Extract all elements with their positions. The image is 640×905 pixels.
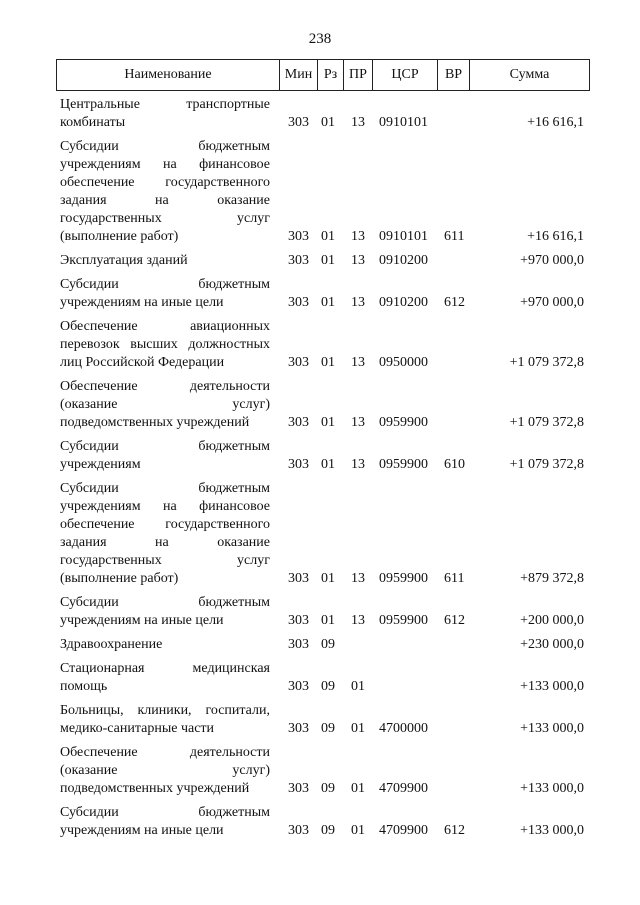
row-name-line: (оказание услуг) <box>60 763 270 778</box>
header-vr: ВР <box>438 60 470 91</box>
cell-pr: 13 <box>351 355 365 370</box>
cell-rz: 09 <box>321 637 335 652</box>
row-name-line: Субсидии бюджетным <box>60 139 270 154</box>
cell-csr: 4709900 <box>379 823 428 838</box>
cell-min: 303 <box>288 457 309 472</box>
cell-pr: 13 <box>351 457 365 472</box>
cell-pr: 13 <box>351 571 365 586</box>
header-pr: ПР <box>344 60 373 91</box>
cell-csr: 0959900 <box>379 613 428 628</box>
row-name-line: подведомственных учреждений <box>60 415 250 430</box>
cell-min: 303 <box>288 721 309 736</box>
row-name-line: учреждениям <box>60 457 141 472</box>
cell-rz: 09 <box>321 781 335 796</box>
table-row <box>0 318 640 372</box>
row-name-line: государственных услуг <box>60 553 270 568</box>
cell-rz: 09 <box>321 721 335 736</box>
cell-pr: 13 <box>351 415 365 430</box>
cell-min: 303 <box>288 229 309 244</box>
cell-min: 303 <box>288 295 309 310</box>
row-name <box>60 138 270 246</box>
table-row <box>0 702 640 738</box>
row-name-line: Обеспечение авиационных <box>60 319 270 334</box>
table-header <box>56 59 590 91</box>
cell-sum: +1 079 372,8 <box>509 355 584 370</box>
cell-min: 303 <box>288 571 309 586</box>
cell-csr: 0910200 <box>379 253 428 268</box>
cell-sum: +133 000,0 <box>520 721 584 736</box>
cell-sum: +133 000,0 <box>520 823 584 838</box>
cell-csr: 0959900 <box>379 571 428 586</box>
cell-rz: 01 <box>321 229 335 244</box>
cell-vr: 611 <box>444 229 465 244</box>
cell-csr: 0910101 <box>379 229 428 244</box>
row-name-line: учреждениям на финансовое <box>60 157 270 172</box>
cell-rz: 01 <box>321 253 335 268</box>
header-csr: ЦСР <box>373 60 438 91</box>
cell-min: 303 <box>288 637 309 652</box>
cell-min: 303 <box>288 253 309 268</box>
cell-min: 303 <box>288 115 309 130</box>
cell-min: 303 <box>288 355 309 370</box>
cell-rz: 01 <box>321 355 335 370</box>
table-row <box>0 138 640 246</box>
cell-pr: 13 <box>351 229 365 244</box>
cell-vr: 610 <box>444 457 465 472</box>
row-name-line: Центральные транспортные <box>60 97 270 112</box>
row-name-line: Субсидии бюджетным <box>60 805 270 820</box>
cell-pr: 01 <box>351 781 365 796</box>
cell-csr: 0959900 <box>379 415 428 430</box>
table-row <box>0 438 640 474</box>
table-row <box>0 252 640 270</box>
cell-vr: 612 <box>444 823 465 838</box>
cell-vr: 612 <box>444 295 465 310</box>
row-name-line: перевозок высших должностных <box>60 337 270 352</box>
header-rz: Рз <box>318 60 344 91</box>
table-row <box>0 594 640 630</box>
cell-sum: +1 079 372,8 <box>509 415 584 430</box>
cell-min: 303 <box>288 415 309 430</box>
page-number: 238 <box>308 31 332 47</box>
row-name-line: подведомственных учреждений <box>60 781 250 796</box>
row-name-line: (выполнение работ) <box>60 571 179 586</box>
cell-pr: 01 <box>351 823 365 838</box>
cell-sum: +16 616,1 <box>527 115 584 130</box>
table-row <box>0 660 640 696</box>
cell-min: 303 <box>288 679 309 694</box>
cell-rz: 01 <box>321 415 335 430</box>
row-name-line: учреждениям на иные цели <box>60 823 224 838</box>
cell-sum: +230 000,0 <box>520 637 584 652</box>
row-name-line: медико-санитарные части <box>60 721 215 736</box>
row-name-line: Обеспечение деятельности <box>60 745 270 760</box>
cell-csr: 0959900 <box>379 457 428 472</box>
cell-csr: 4700000 <box>379 721 428 736</box>
row-name-line: Обеспечение деятельности <box>60 379 270 394</box>
cell-sum: +200 000,0 <box>520 613 584 628</box>
row-name <box>60 594 270 630</box>
row-name-line: Субсидии бюджетным <box>60 481 270 496</box>
row-name-line: обеспечение государственного <box>60 175 270 190</box>
header-min: Мин <box>280 60 318 91</box>
cell-pr: 13 <box>351 115 365 130</box>
row-name-line: комбинаты <box>60 115 126 130</box>
table-row <box>0 378 640 432</box>
cell-min: 303 <box>288 613 309 628</box>
row-name-line: (выполнение работ) <box>60 229 179 244</box>
row-name-line: (оказание услуг) <box>60 397 270 412</box>
cell-pr: 01 <box>351 679 365 694</box>
header-name: Наименование <box>57 60 280 91</box>
table-row <box>0 636 640 654</box>
table-row <box>0 276 640 312</box>
cell-min: 303 <box>288 823 309 838</box>
row-name-line: помощь <box>60 679 108 694</box>
row-name <box>60 744 270 798</box>
row-name-line: Субсидии бюджетным <box>60 277 270 292</box>
row-name-line: Эксплуатация зданий <box>60 253 188 268</box>
row-name-line: лиц Российской Федерации <box>60 355 225 370</box>
row-name-line: государственных услуг <box>60 211 270 226</box>
cell-csr: 0950000 <box>379 355 428 370</box>
row-name-line: учреждениям на иные цели <box>60 613 224 628</box>
row-name-line: Субсидии бюджетным <box>60 439 270 454</box>
cell-sum: +1 079 372,8 <box>509 457 584 472</box>
cell-sum: +970 000,0 <box>520 253 584 268</box>
header-sum: Сумма <box>470 60 590 91</box>
row-name <box>60 660 270 696</box>
cell-sum: +16 616,1 <box>527 229 584 244</box>
cell-rz: 01 <box>321 115 335 130</box>
row-name <box>60 252 270 270</box>
table-row <box>0 744 640 798</box>
row-name <box>60 276 270 312</box>
cell-csr: 0910101 <box>379 115 428 130</box>
cell-rz: 01 <box>321 613 335 628</box>
cell-vr: 611 <box>444 571 465 586</box>
cell-rz: 01 <box>321 457 335 472</box>
cell-sum: +970 000,0 <box>520 295 584 310</box>
row-name <box>60 96 270 132</box>
cell-rz: 01 <box>321 295 335 310</box>
cell-pr: 13 <box>351 295 365 310</box>
cell-sum: +133 000,0 <box>520 781 584 796</box>
cell-sum: +133 000,0 <box>520 679 584 694</box>
row-name-line: Субсидии бюджетным <box>60 595 270 610</box>
cell-rz: 09 <box>321 679 335 694</box>
row-name-line: задания на оказание <box>60 193 270 208</box>
cell-sum: +879 372,8 <box>520 571 584 586</box>
cell-pr: 13 <box>351 253 365 268</box>
row-name <box>60 480 270 588</box>
cell-vr: 612 <box>444 613 465 628</box>
row-name-line: обеспечение государственного <box>60 517 270 532</box>
cell-csr: 0910200 <box>379 295 428 310</box>
row-name <box>60 318 270 372</box>
row-name-line: Здравоохранение <box>60 637 163 652</box>
cell-min: 303 <box>288 781 309 796</box>
row-name <box>60 438 270 474</box>
row-name <box>60 804 270 840</box>
row-name <box>60 378 270 432</box>
row-name-line: учреждениям на финансовое <box>60 499 270 514</box>
row-name <box>60 702 270 738</box>
row-name-line: задания на оказание <box>60 535 270 550</box>
table-row <box>0 96 640 132</box>
cell-pr: 01 <box>351 721 365 736</box>
table-row <box>0 480 640 588</box>
table-row <box>0 804 640 840</box>
cell-rz: 09 <box>321 823 335 838</box>
row-name-line: учреждениям на иные цели <box>60 295 224 310</box>
cell-pr: 13 <box>351 613 365 628</box>
cell-csr: 4709900 <box>379 781 428 796</box>
cell-rz: 01 <box>321 571 335 586</box>
row-name <box>60 636 270 654</box>
row-name-line: Больницы, клиники, госпитали, <box>60 703 270 718</box>
row-name-line: Стационарная медицинская <box>60 661 270 676</box>
